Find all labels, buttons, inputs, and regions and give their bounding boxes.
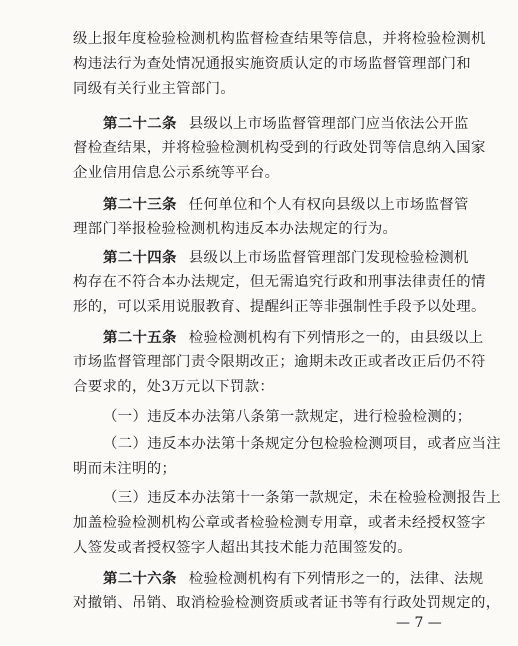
text-line: 人签发或者授权签字人超出其技术能力范围签发的。 [73,540,413,556]
text-line: 督检查结果，并将检验检测机构受到的行政处罚等信息纳入国家 [73,140,486,156]
text-line: 企业信用信息公示系统等平台。 [73,165,280,181]
text-line: 级上报年度检验检测机构监督检查结果等信息，并将检验检测机 [73,31,486,47]
text-line: 对撤销、吊销、取消检验检测资质或者证书等有行政处罚规定的， [73,595,501,611]
article-number: 第二十三条 [103,196,177,213]
text-line: （一）违反本办法第八条第一款规定，进行检验检测的； [103,409,472,425]
article-number: 第二十六条 [103,570,177,587]
list-item-1 [73,405,472,430]
article-number: 第二十五条 [103,329,177,346]
article-25 [73,325,486,400]
text-line: 明而未注明的； [73,461,177,477]
text-line: 同级有关行业主管部门。 [73,81,236,97]
article-26 [73,566,501,616]
article-22 [73,111,486,186]
text-line: 任何单位和个人有权向县级以上市场监督管 [188,197,469,213]
article-24 [73,245,486,320]
text-line: 县级以上市场监督管理部门应当依法公开监 [188,116,469,132]
text-line: 理部门举报检验检测机构违反本办法规定的行为。 [73,221,398,237]
text-line: （三）违反本办法第十一条第一款规定，未在检验检测报告上 [103,490,501,506]
text-line: 市场监督管理部门责令限期改正；逾期未改正或者改正后仍不符 [73,354,486,370]
text-line: 合要求的，处3万元以下罚款： [73,379,275,395]
text-line: 形的，可以采用说服教育、提醒纠正等非强制性手段予以处理。 [73,299,486,315]
text-line: 县级以上市场监督管理部门发现检验检测机 [188,250,469,266]
article-number: 第二十四条 [103,249,177,266]
list-item-2 [73,432,501,482]
list-item-3 [73,486,501,561]
text-line: （二）违反本办法第十条规定分包检验检测项目，或者应当注 [103,436,501,452]
text-line: 构存在不符合本办法规定，但无需追究行政和刑事法律责任的情 [73,274,486,290]
text-line: 检验检测机构有下列情形之一的，法律、法规 [188,571,484,587]
text-line: 检验检测机构有下列情形之一的，由县级以上 [188,330,484,346]
article-23 [73,192,469,242]
article-number: 第二十二条 [103,115,177,132]
text-line: 加盖检验检测机构公章或者检验检测专用章，或者未经授权签字 [73,515,486,531]
paragraph-continuation [73,27,486,102]
page-number: — 7 — [396,615,442,631]
text-line: 构违法行为查处情况通报实施资质认定的市场监督管理部门和 [73,56,471,72]
